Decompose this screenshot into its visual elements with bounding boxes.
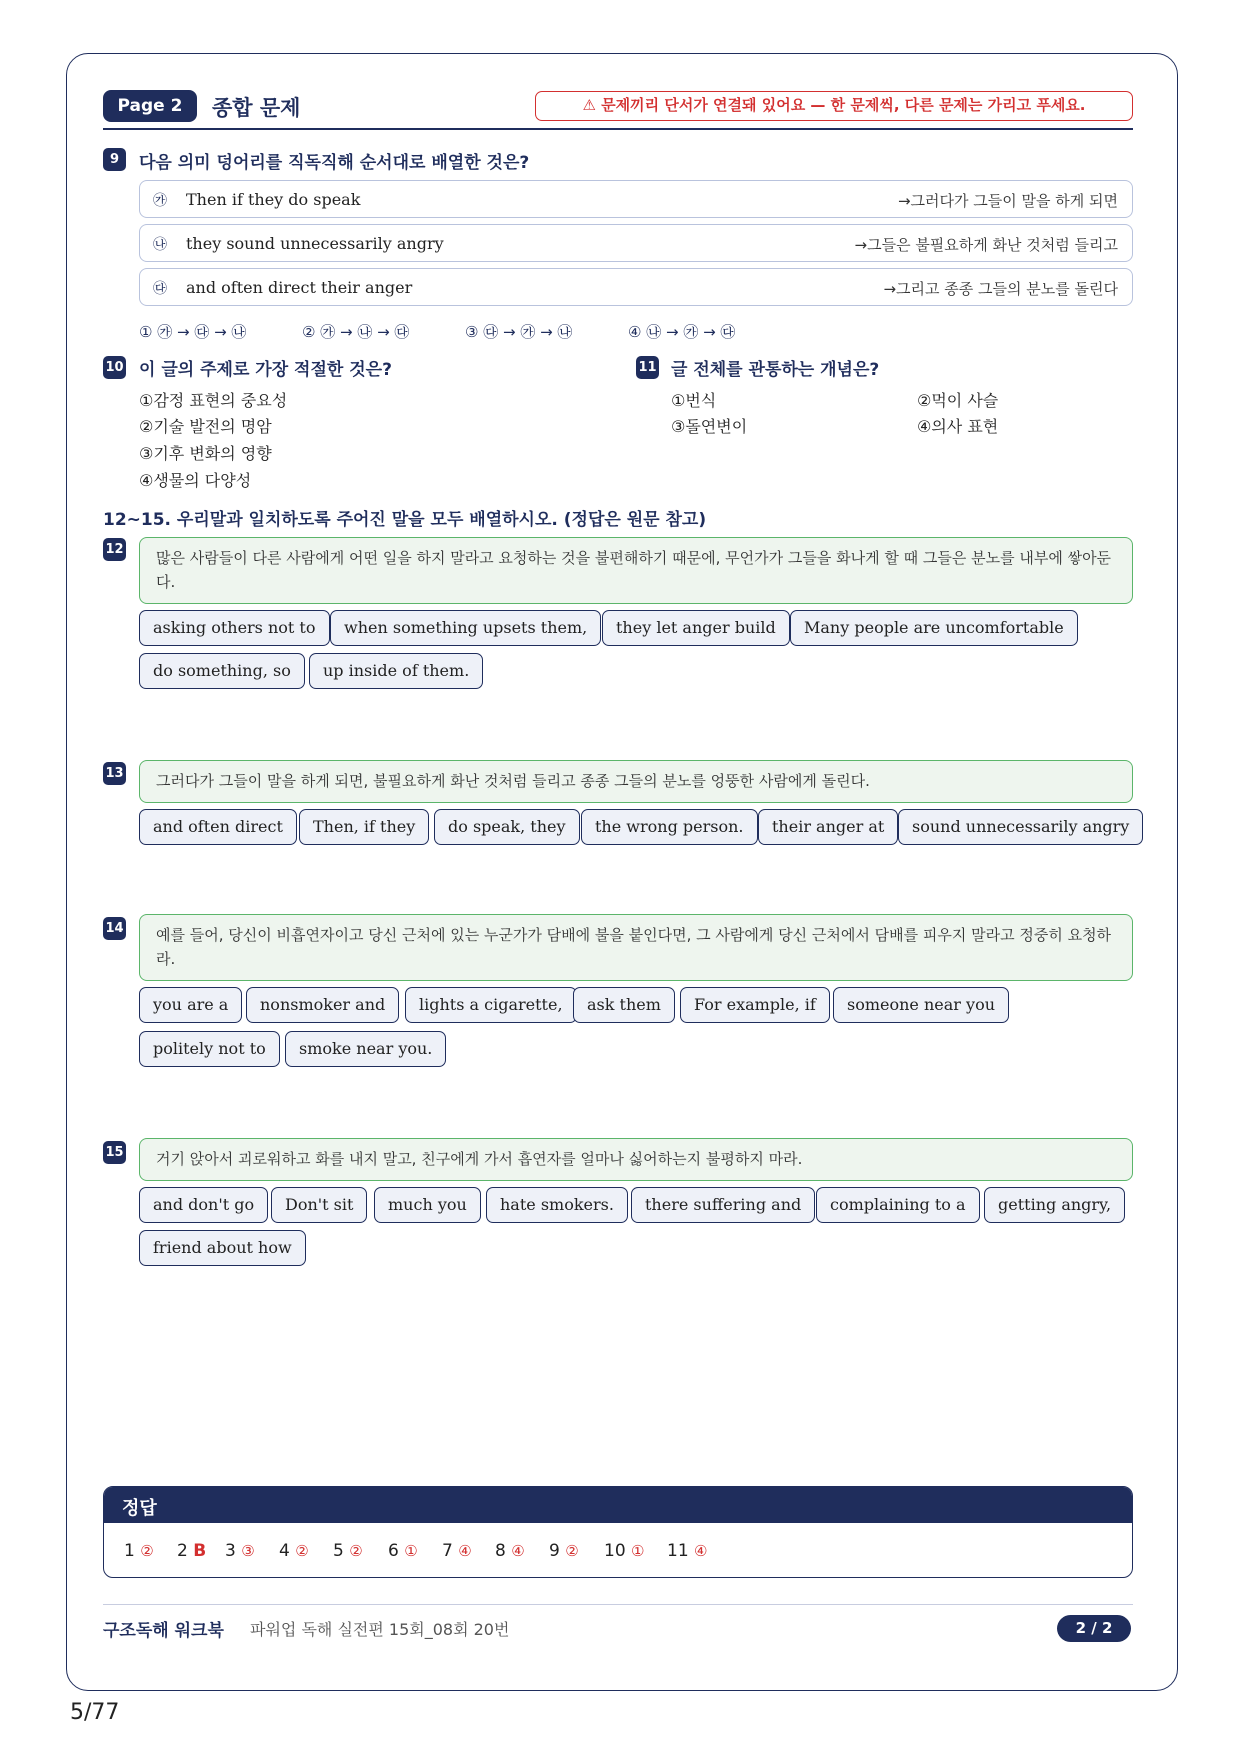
word-chip[interactable]: much you xyxy=(374,1187,481,1223)
word-chip[interactable]: someone near you xyxy=(833,987,1009,1023)
question-number-12: 12 xyxy=(103,538,126,561)
word-chip[interactable]: friend about how xyxy=(139,1230,306,1266)
answer-item: 2 B xyxy=(177,1541,207,1561)
chunk-na xyxy=(139,224,1133,262)
warning-banner: ⚠ 문제끼리 단서가 연결돼 있어요 — 한 문제씩, 다른 문제는 가리고 푸세요. xyxy=(535,91,1133,121)
answer-key xyxy=(103,1486,1133,1578)
q10-option-3[interactable]: ③기후 변화의 영향 xyxy=(139,444,272,463)
word-chip[interactable]: do something, so xyxy=(139,653,305,689)
word-chip[interactable]: do speak, they xyxy=(434,809,580,845)
question-9-text: 다음 의미 덩어리를 직독직해 순서대로 배열한 것은? xyxy=(139,153,530,173)
chunk-english: and often direct their anger xyxy=(186,278,413,297)
q11-option-3[interactable]: ③돌연변이 xyxy=(671,417,748,436)
question-10-text: 이 글의 주제로 가장 적절한 것은? xyxy=(139,360,392,380)
chunk-korean: →그들은 불필요하게 화난 것처럼 들리고 xyxy=(854,236,1118,254)
word-chip[interactable]: nonsmoker and xyxy=(246,987,399,1023)
chunk-marker: ㉮ xyxy=(153,193,167,209)
answer-item: 7 ④ xyxy=(442,1541,472,1561)
chunk-marker: ㉰ xyxy=(153,281,167,297)
q11-option-4[interactable]: ④의사 표현 xyxy=(917,417,999,436)
word-chip[interactable]: their anger at xyxy=(758,809,898,845)
word-chip[interactable]: ask them xyxy=(573,987,675,1023)
question-number-15: 15 xyxy=(103,1141,126,1164)
word-chip[interactable]: smoke near you. xyxy=(285,1031,446,1067)
question-number-14: 14 xyxy=(103,917,126,940)
word-chip[interactable]: Don't sit xyxy=(271,1187,367,1223)
footer-brand: 구조독해 워크북 xyxy=(103,1621,224,1641)
word-chip[interactable]: when something upsets them, xyxy=(330,610,601,646)
viewer-page-count: 5/77 xyxy=(70,1700,120,1725)
word-chip[interactable]: hate smokers. xyxy=(486,1187,628,1223)
korean-prompt-15: 거기 앉아서 괴로워하고 화를 내지 말고, 친구에게 가서 흡연자를 얼마나 싫어하는지 불평하지 마라. xyxy=(139,1138,1133,1181)
footer-page-indicator: 2 / 2 xyxy=(1057,1615,1131,1642)
chunk-marker: ㉯ xyxy=(153,237,167,253)
q9-option-4[interactable]: ④ ㉯ → ㉮ → ㉰ xyxy=(628,323,736,341)
question-11-text: 글 전체를 관통하는 개념은? xyxy=(671,360,880,380)
q9-option-2[interactable]: ② ㉮ → ㉯ → ㉰ xyxy=(302,323,410,341)
korean-prompt-14: 예를 들어, 당신이 비흡연자이고 당신 근처에 있는 누군가가 담배에 불을 붙인다면, 그 사람에게 당신 근처에서 담배를 피우지 말라고 정중히 요청하라. xyxy=(139,914,1133,981)
word-chip[interactable]: lights a cigarette, xyxy=(405,987,577,1023)
footer-subtitle: 파워업 독해 실전편 15회_08회 20번 xyxy=(250,1620,510,1639)
q10-option-1[interactable]: ①감정 표현의 중요성 xyxy=(139,391,288,410)
chunk-korean: →그리고 종종 그들의 분노를 돌린다 xyxy=(883,280,1118,298)
question-number-11: 11 xyxy=(636,356,659,379)
section-title: 종합 문제 xyxy=(212,96,301,120)
word-chip[interactable]: politely not to xyxy=(139,1031,280,1067)
answer-item: 4 ② xyxy=(279,1541,309,1561)
arrange-heading: 12~15. 우리말과 일치하도록 주어진 말을 모두 배열하시오. (정답은 원문 참고) xyxy=(103,510,707,530)
answer-item: 10 ① xyxy=(604,1541,645,1561)
answer-item: 3 ③ xyxy=(225,1541,255,1561)
korean-prompt-13: 그러다가 그들이 말을 하게 되면, 불필요하게 화난 것처럼 들리고 종종 그들의 분노를 엉뚱한 사람에게 돌린다. xyxy=(139,760,1133,803)
footer-divider xyxy=(103,1604,1133,1605)
answer-item: 8 ④ xyxy=(495,1541,525,1561)
question-number-13: 13 xyxy=(103,762,126,785)
chunk-english: they sound unnecessarily angry xyxy=(186,234,444,253)
q10-option-4[interactable]: ④생물의 다양성 xyxy=(139,471,252,490)
word-chip[interactable]: Then, if they xyxy=(299,809,429,845)
word-chip[interactable]: and often direct xyxy=(139,809,297,845)
word-chip[interactable]: complaining to a xyxy=(816,1187,980,1223)
q10-option-2[interactable]: ②기술 발전의 명암 xyxy=(139,417,272,436)
answer-item: 9 ② xyxy=(549,1541,579,1561)
answer-key-title: 정답 xyxy=(122,1498,157,1519)
word-chip[interactable]: you are a xyxy=(139,987,242,1023)
q9-option-3[interactable]: ③ ㉰ → ㉮ → ㉯ xyxy=(465,323,573,341)
word-chip[interactable]: there suffering and xyxy=(631,1187,815,1223)
question-number-9: 9 xyxy=(103,148,126,171)
word-chip[interactable]: Many people are uncomfortable xyxy=(790,610,1078,646)
q11-option-1[interactable]: ①번식 xyxy=(671,391,717,410)
q9-option-1[interactable]: ① ㉮ → ㉰ → ㉯ xyxy=(139,323,247,341)
chunk-english: Then if they do speak xyxy=(186,190,361,209)
q11-option-2[interactable]: ②먹이 사슬 xyxy=(917,391,999,410)
korean-prompt-12: 많은 사람들이 다른 사람에게 어떤 일을 하지 말라고 요청하는 것을 불편해하기 때문에, 무언가가 그들을 화나게 할 때 그들은 분노를 내부에 쌓아둔다. xyxy=(139,537,1133,604)
answer-item: 1 ② xyxy=(124,1541,154,1561)
answer-key-header xyxy=(104,1487,1132,1523)
word-chip[interactable]: getting angry, xyxy=(984,1187,1125,1223)
word-chip[interactable]: up inside of them. xyxy=(309,653,483,689)
word-chip[interactable]: asking others not to xyxy=(139,610,330,646)
word-chip[interactable]: the wrong person. xyxy=(581,809,758,845)
header-divider xyxy=(103,128,1133,130)
word-chip[interactable]: For example, if xyxy=(680,987,830,1023)
answer-item: 5 ② xyxy=(333,1541,363,1561)
chunk-korean: →그러다가 그들이 말을 하게 되면 xyxy=(897,192,1118,210)
answer-item: 6 ① xyxy=(388,1541,418,1561)
chunk-ga xyxy=(139,180,1133,218)
answer-item: 11 ④ xyxy=(667,1541,708,1561)
word-chip[interactable]: and don't go xyxy=(139,1187,268,1223)
word-chip[interactable]: they let anger build xyxy=(602,610,790,646)
word-chip[interactable]: sound unnecessarily angry xyxy=(898,809,1143,845)
chunk-da xyxy=(139,268,1133,306)
question-number-10: 10 xyxy=(103,356,126,379)
page-label: Page 2 xyxy=(103,90,197,122)
